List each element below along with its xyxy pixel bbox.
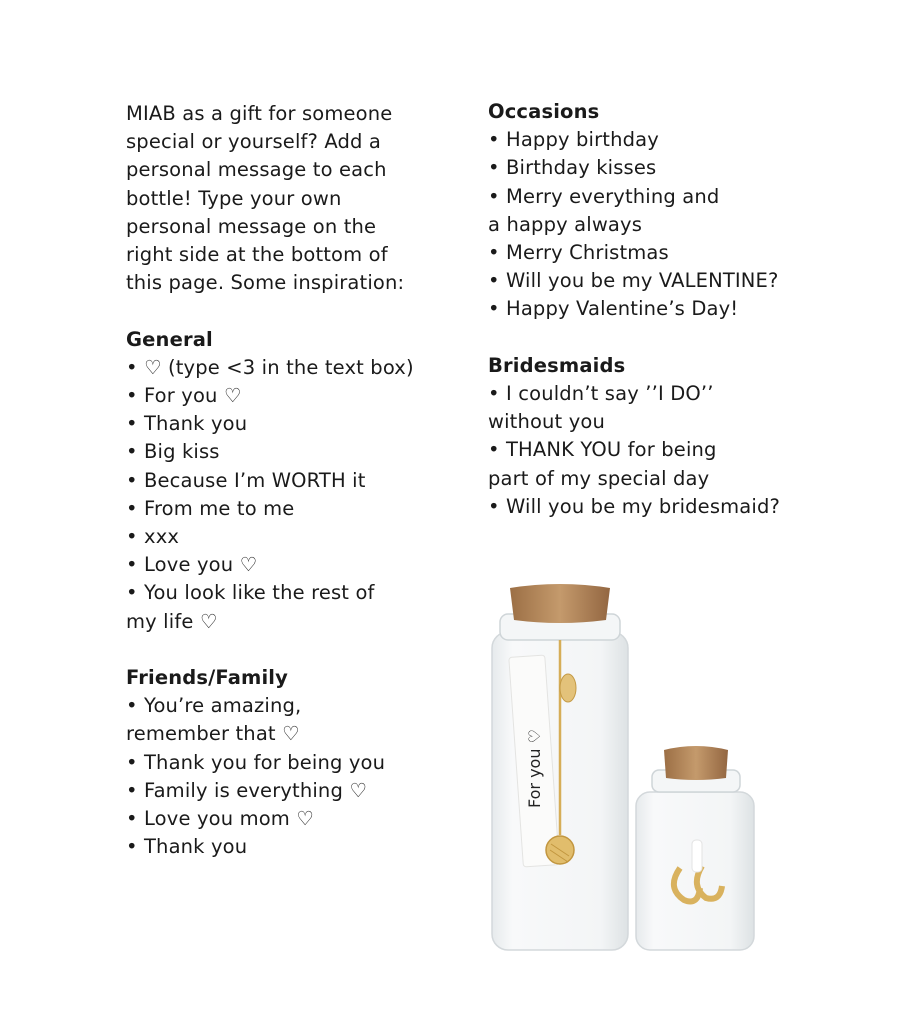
intro-line: personal message on the xyxy=(126,214,377,238)
list-item: • Big kiss xyxy=(126,440,220,464)
section-heading-general: General xyxy=(126,327,213,351)
section-heading-bridesmaids: Bridesmaids xyxy=(488,353,626,377)
list-item: • For you ♡ xyxy=(126,384,242,408)
spacer xyxy=(126,297,466,325)
list-item: • Thank you xyxy=(126,835,248,859)
friends-family-section xyxy=(126,664,466,861)
spacer xyxy=(126,636,466,664)
intro-paragraph xyxy=(126,100,466,297)
intro-line: this page. Some inspiration: xyxy=(126,271,405,295)
list-item: • xxx xyxy=(126,525,180,549)
product-photo xyxy=(480,570,780,960)
list-item: • ♡ (type <3 in the text box) xyxy=(126,355,414,379)
list-item: • Love you mom ♡ xyxy=(126,807,314,831)
list-item: • Birthday kisses xyxy=(488,156,657,180)
list-item: • Merry everything and xyxy=(488,184,720,208)
list-item: • You look like the rest of xyxy=(126,581,375,605)
list-item: a happy always xyxy=(488,212,643,236)
right-column xyxy=(488,98,888,521)
list-item: remember that ♡ xyxy=(126,722,300,746)
general-section xyxy=(126,326,466,636)
list-item: • Thank you for being you xyxy=(126,750,386,774)
small-bottle xyxy=(636,746,754,950)
list-item: • You’re amazing, xyxy=(126,694,302,718)
list-item: without you xyxy=(488,410,605,434)
intro-line: personal message to each xyxy=(126,158,387,182)
list-item: • From me to me xyxy=(126,496,295,520)
gold-tag xyxy=(560,674,576,702)
list-item: • Family is everything ♡ xyxy=(126,778,367,802)
spacer xyxy=(488,324,888,352)
list-item: • Will you be my bridesmaid? xyxy=(488,494,780,518)
cork-icon xyxy=(664,746,728,780)
list-item: • Happy birthday xyxy=(488,128,659,152)
list-item: • Love you ♡ xyxy=(126,553,258,577)
message-bottles-illustration xyxy=(480,570,780,960)
section-heading-friends-family: Friends/Family xyxy=(126,666,289,690)
list-item: my life ♡ xyxy=(126,609,218,633)
intro-line: right side at the bottom of xyxy=(126,243,388,267)
list-item: • I couldn’t say ’’I DO’’ xyxy=(488,382,714,406)
intro-line: bottle! Type your own xyxy=(126,186,342,210)
intro-line: special or yourself? Add a xyxy=(126,130,382,154)
note-text: For you ♡ xyxy=(525,729,544,808)
list-item: • Merry Christmas xyxy=(488,241,669,265)
list-item: part of my special day xyxy=(488,466,710,490)
list-item: • Happy Valentine’s Day! xyxy=(488,297,739,321)
intro-line: MIAB as a gift for someone xyxy=(126,102,393,125)
list-item: • Will you be my VALENTINE? xyxy=(488,269,779,293)
list-item: • THANK YOU for being xyxy=(488,438,717,462)
list-item: • Thank you xyxy=(126,412,248,436)
occasions-section xyxy=(488,98,888,324)
cork-icon xyxy=(510,584,610,623)
large-bottle xyxy=(492,584,628,950)
list-item: • Because I’m WORTH it xyxy=(126,468,366,492)
bridesmaids-section xyxy=(488,352,888,521)
left-column xyxy=(126,100,466,861)
section-heading-occasions: Occasions xyxy=(488,100,600,123)
